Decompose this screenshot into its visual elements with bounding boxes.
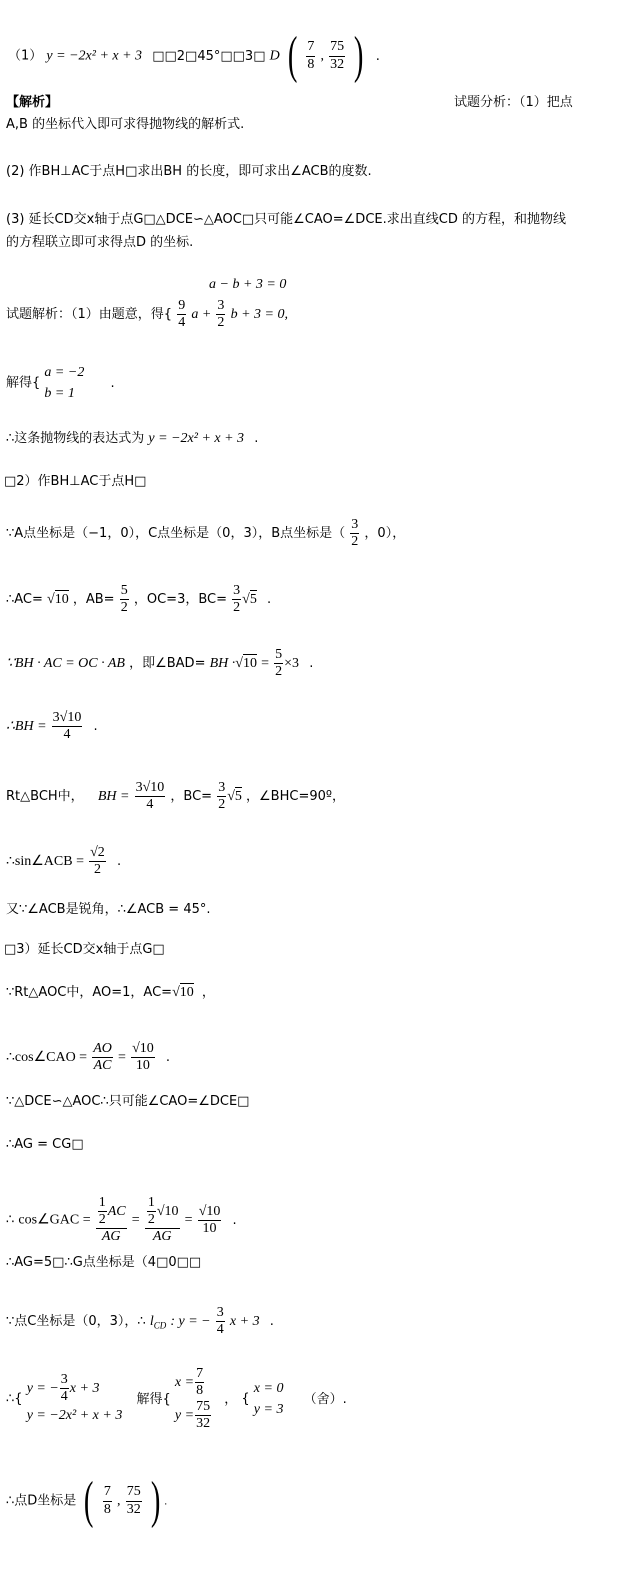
- final-y-fraction: $\frac{75}{32}$: [126, 1484, 141, 1517]
- bc-fraction: $\frac{3}{2}$: [233, 583, 241, 616]
- sin-line: ∴sin∠ACB = $\frac{√2}{2}$ .: [6, 845, 122, 878]
- coords-line: ∵A点坐标是（−1，0），C点坐标是（0，3），B点坐标是（ $\frac{3}{2}$ ，0），: [6, 517, 406, 550]
- acute-line: 又∵∠ACB是锐角，∴∠ACB = 45°.: [6, 902, 211, 917]
- analysis-line2: (2) 作BH⊥AC于点H□求出BH 的长度，即可求出∠ACB的度数.: [6, 164, 372, 179]
- bh-fraction: $\frac{3√10}{4}$: [52, 710, 82, 743]
- answer-y-fraction: $\frac{75}{32}$: [330, 39, 345, 72]
- system1-top: a − b + 3 = 0: [209, 277, 287, 292]
- cos-gac-line: ∴ cos∠GAC = $\frac{1}{2}$ AC AG = $\frac{1}{2}$ √10 AG = $\frac{√10}{10}$ .: [6, 1195, 237, 1245]
- analysis-line3a: (3) 延长CD交x轴于点G□△DCE∽△AOC□只可能∠CAO=∠DCE.求出直线CD 的方程，和抛物线: [6, 212, 566, 227]
- expression-line: ∴这条抛物线的表达式为 y = −2x² + x + 3 .: [6, 431, 259, 446]
- paren-right: ): [354, 27, 364, 84]
- answer-garbled: □□2□45°□□3□: [152, 48, 266, 64]
- solution-intro-line: [6, 298, 288, 331]
- final-paren-right: ): [150, 1472, 161, 1529]
- answer-x-fraction: $\frac{7}{8}$: [307, 39, 315, 72]
- right-triangle-line: Rt△BCH中， BH = $\frac{3√10}{4}$ ，BC= $\frac{3}{2}$ √5 ，∠BHC=90º，: [6, 780, 346, 813]
- cos-fraction-2: $\frac{√10}{10}$: [132, 1041, 154, 1074]
- gac-fraction-2: $\frac{1}{2}$ √10 AG: [145, 1195, 180, 1245]
- answer-point-name: D: [269, 48, 280, 64]
- answer-prefix: （1）: [8, 48, 43, 64]
- b-x-fraction: $\frac{3}{2}$: [351, 517, 359, 550]
- lengths-line: ∴AC= √10 ，AB= $\frac{5}{2}$ ，OC=3，BC= $\frac{3}{2}$ √5 .: [6, 583, 272, 616]
- final-line: ∴点D坐标是 ( $\frac{7}{8}$ , $\frac{75}{32}$ ) .: [6, 1472, 168, 1529]
- gac-fraction-1: $\frac{1}{2}$ AC AG: [96, 1195, 127, 1245]
- analysis-right-text: 试题分析：（1）把点: [454, 95, 573, 110]
- solved-ab-line: [6, 362, 115, 404]
- rt-bc-fraction: $\frac{3}{2}$: [218, 780, 226, 813]
- rt-aoc-line: ∵Rt△AOC中，AO=1，AC=√10 ，: [6, 985, 215, 1000]
- system2-stack: y = − $\frac{3}{4}$ x + 3 y = −2x² + x + 3: [26, 1372, 123, 1424]
- answer-line: [8, 27, 380, 84]
- expression-equation: y = −2x² + x + 3: [148, 431, 245, 446]
- answer-equation: y = −2x² + x + 3: [46, 48, 143, 64]
- ab-fraction: $\frac{5}{2}$: [120, 583, 128, 616]
- area-fraction: $\frac{5}{2}$: [275, 647, 283, 680]
- solved-ab-dot: .: [110, 375, 115, 391]
- line-cd-line: ∵点C坐标是（0，3），∴ $l_{CD}$ : y = − $\frac{3}{4}$ x + 3 .: [6, 1305, 274, 1338]
- part3-heading: □3）延长CD交x轴于点G□: [4, 942, 165, 957]
- g-coords-line: ∴AG=5□∴G点坐标是（4□0□□: [6, 1255, 202, 1270]
- sin-fraction: $\frac{√2}{2}$: [90, 845, 105, 878]
- rt-bh-fraction: $\frac{3√10}{4}$: [135, 780, 165, 813]
- system2-line: ∴{ y = − $\frac{3}{4}$ x + 3 y = −2x² + x + 3 解得{ x = $\frac{7}{8}$ y = $\frac{75}{32}$ ， { x = 0 y = 3 （舍）.: [6, 1366, 347, 1432]
- paren-left: (: [287, 27, 298, 84]
- bh-line: ∴BH = $\frac{3√10}{4}$ .: [6, 710, 98, 743]
- system2-solution-stack: x = $\frac{7}{8}$ y = $\frac{75}{32}$: [174, 1366, 211, 1432]
- ac-root: 10: [54, 592, 69, 608]
- system1-frac-b: $\frac{3}{2}$: [217, 298, 225, 331]
- gac-fraction-3: $\frac{√10}{10}$: [198, 1203, 221, 1236]
- final-paren-left: (: [84, 1472, 94, 1529]
- solved-ab-stack: a = −2 b = 1: [44, 365, 85, 401]
- line-cd-fraction: $\frac{3}{4}$: [216, 1305, 224, 1338]
- part2-heading: □2）作BH⊥AC于点H□: [4, 474, 147, 489]
- system1-frac-a: $\frac{9}{4}$: [178, 298, 186, 331]
- answer-end: .: [375, 48, 380, 64]
- solution-intro: 试题解析：（1）由题意，得{: [6, 307, 173, 323]
- analysis-line1: A,B 的坐标代入即可求得抛物线的解析式.: [6, 117, 245, 132]
- system2-rejected-stack: x = 0 y = 3: [253, 1381, 284, 1418]
- area-line: ∵BH · AC = OC · AB ，即∠BAD= BH ·√10 = $\frac{5}{2}$ ×3 .: [6, 647, 314, 680]
- system1-term-b: b + 3 = 0,: [230, 307, 288, 323]
- final-x-fraction: $\frac{7}{8}$: [103, 1484, 111, 1517]
- analysis-heading: 【解析】: [6, 95, 59, 110]
- analysis-line3b: 的方程联立即可求得点D 的坐标.: [6, 235, 194, 250]
- ag-cg-line: ∴AG = CG□: [6, 1137, 84, 1152]
- answer-comma: ,: [320, 48, 324, 64]
- cos-cao-line: ∴cos∠CAO = $\frac{AO}{AC}$ = $\frac{√10}{10}$ .: [6, 1041, 171, 1074]
- system1-term-a: a +: [191, 307, 212, 323]
- similar-line: ∵△DCE∽△AOC∴只可能∠CAO=∠DCE□: [6, 1094, 250, 1109]
- cos-fraction-1: $\frac{AO}{AC}$: [93, 1041, 112, 1074]
- solve-label: 解得{: [6, 375, 41, 391]
